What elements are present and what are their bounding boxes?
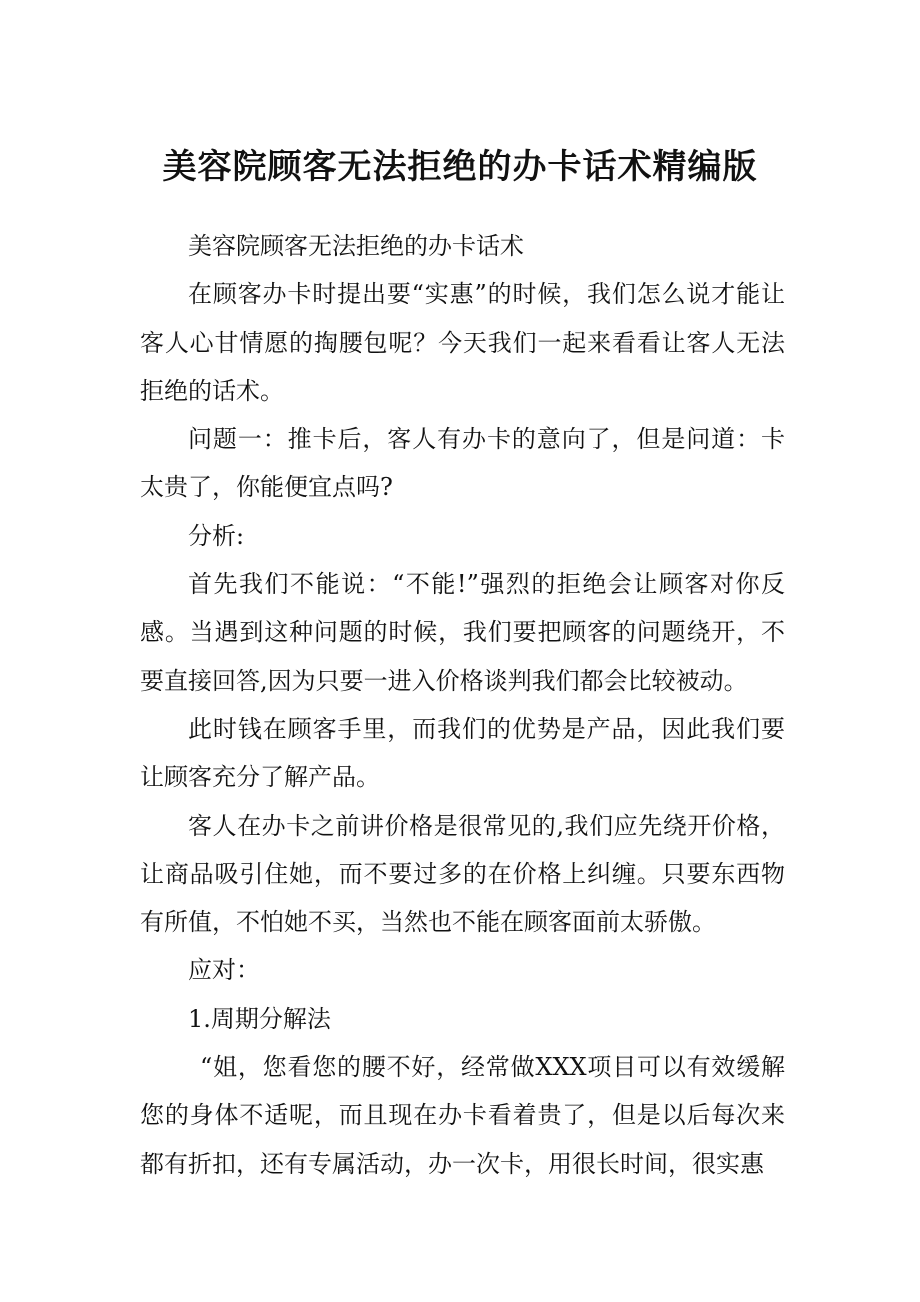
question-paragraph: 问题一：推卡后，客人有办卡的意向了，但是问道：卡太贵了，你能便宜点吗?	[140, 425, 785, 502]
analysis-paragraph-2: 此时钱在顾客手里，而我们的优势是产品，因此我们要让顾客充分了解产品。	[140, 714, 785, 792]
subtitle-paragraph: 美容院顾客无法拒绝的办卡话术	[188, 232, 524, 260]
document-body	[140, 222, 785, 1188]
intro-paragraph: 在顾客办卡时提出要“实惠”的时候，我们怎么说才能让客人心甘情愿的掏腰包呢？今天我们一起来看看让客人无法拒绝的话术。	[140, 280, 785, 405]
method-heading: 1.周期分解法	[188, 1004, 331, 1033]
quote-paragraph: “姐，您看您的腰不好，经常做XXX项目可以有效缓解您的身体不适呢，而且现在办卡看着贵了，但是以后每次来都有折扣，还有专属活动，办一次卡，用很长时间，很实惠	[140, 1053, 785, 1178]
analysis-paragraph-3: 客人在办卡之前讲价格是很常见的,我们应先绕开价格，让商品吸引住她，而不要过多的在价格上纠缠。只要东西物有所值，不怕她不买，当然也不能在顾客面前太骄傲。	[140, 811, 785, 937]
analysis-paragraph-1: 首先我们不能说：“不能!”强烈的拒绝会让顾客对你反感。当遇到这种问题的时候，我们要把顾客的问题绕开，不要直接回答,因为只要一进入价格谈判我们都会比较被动。	[140, 570, 785, 695]
analysis-heading: 分析:	[188, 521, 245, 550]
response-heading: 应对：	[188, 956, 260, 985]
document-title: 美容院顾客无法拒绝的办卡话术精编版	[162, 147, 758, 187]
